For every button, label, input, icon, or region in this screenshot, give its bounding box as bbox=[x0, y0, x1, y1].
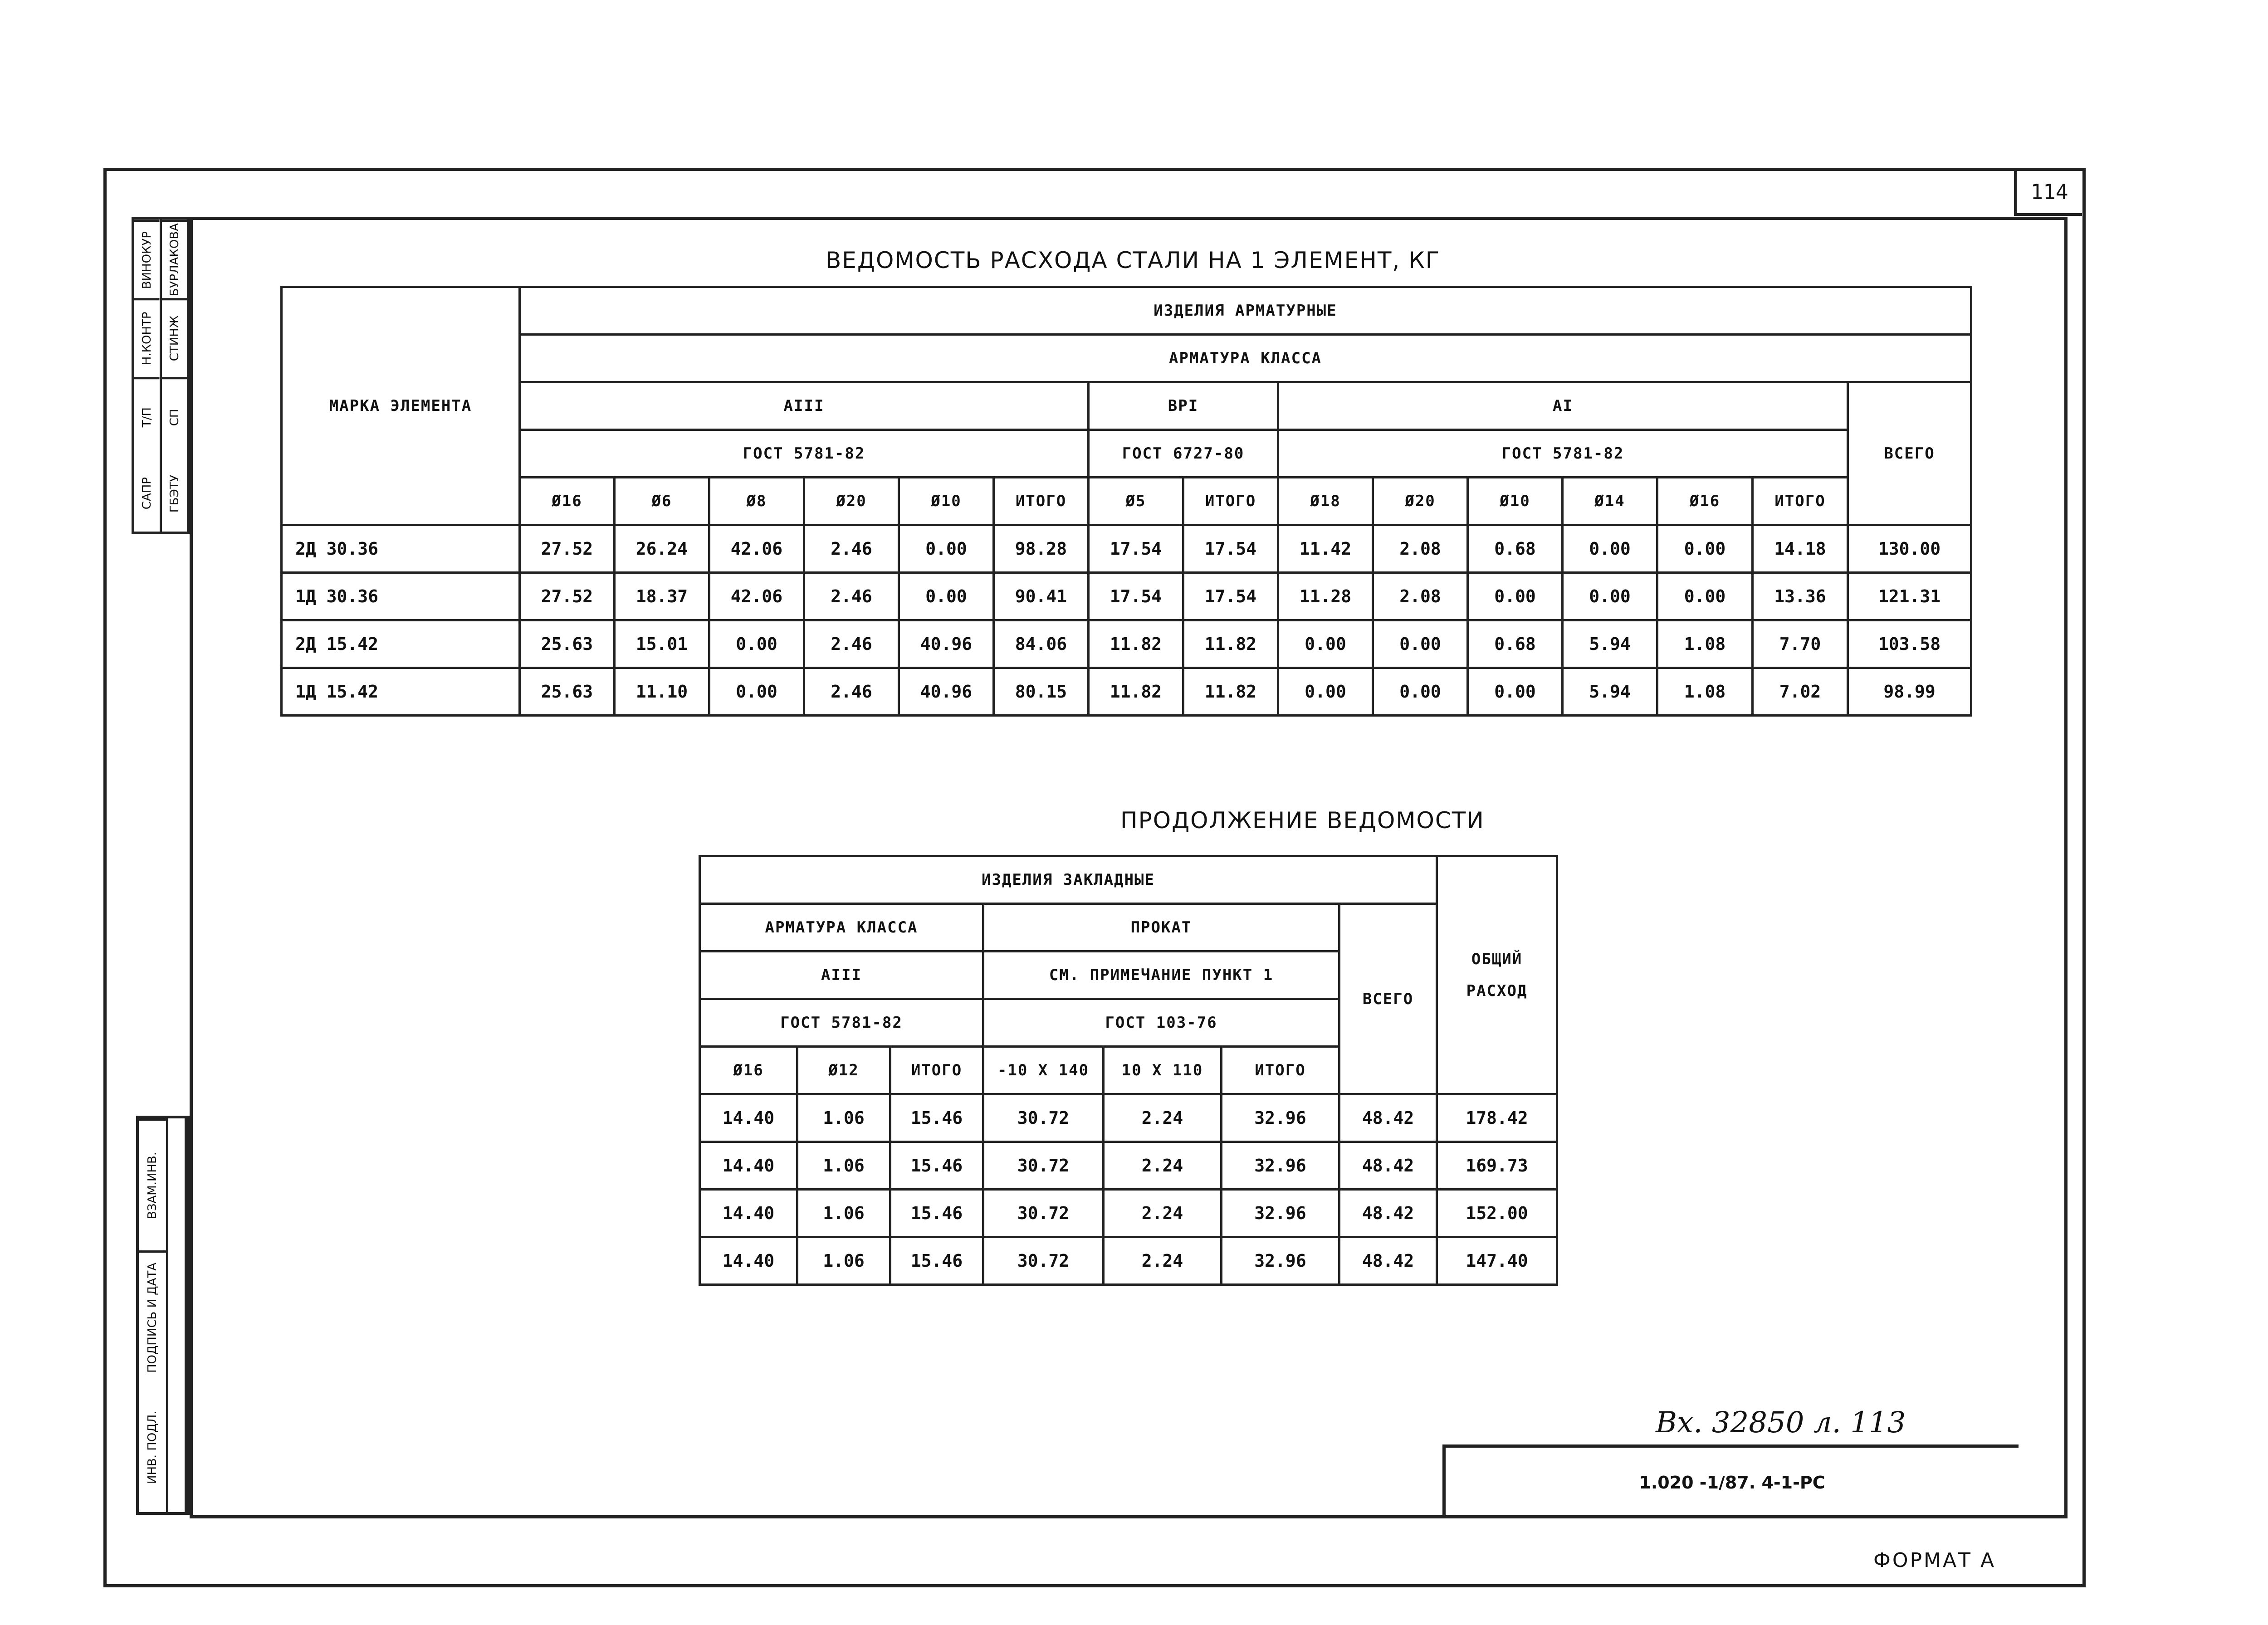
row-mark: 2Д 30.36 bbox=[282, 525, 520, 573]
header-armature-class: АРМАТУРА КЛАССА bbox=[520, 335, 1971, 382]
table-cell: 17.54 bbox=[1089, 573, 1183, 620]
table-cell: 0.00 bbox=[1563, 525, 1657, 573]
header-gost: ГОСТ 5781-82 bbox=[1278, 430, 1848, 478]
table-row bbox=[282, 525, 1971, 573]
subheader-cell: Ø10 bbox=[1468, 478, 1563, 525]
stamp-cell: ГБЭТУ bbox=[167, 474, 181, 512]
header-overall bbox=[1437, 856, 1557, 1094]
table-cell: 1.06 bbox=[797, 1237, 890, 1285]
subheader-cell: ИТОГО bbox=[1222, 1047, 1339, 1094]
table-cell: 1.08 bbox=[1657, 668, 1753, 716]
table-cell: 1.06 bbox=[797, 1190, 890, 1237]
table-cell: 11.42 bbox=[1278, 525, 1373, 573]
table-cell: 30.72 bbox=[983, 1190, 1104, 1237]
table-cell: 0.00 bbox=[1468, 668, 1563, 716]
row-overall: 147.40 bbox=[1437, 1237, 1557, 1285]
table-cell: 0.00 bbox=[1468, 573, 1563, 620]
subheader-cell: Ø20 bbox=[1373, 478, 1468, 525]
table-cell: 17.54 bbox=[1183, 573, 1278, 620]
table-cell: 2.24 bbox=[1104, 1237, 1222, 1285]
subheader-cell: Ø5 bbox=[1089, 478, 1183, 525]
table-cell: 0.00 bbox=[709, 620, 804, 668]
header-total: ВСЕГО bbox=[1339, 904, 1437, 1094]
table-row bbox=[700, 1094, 1557, 1142]
table-cell: 1.08 bbox=[1657, 620, 1753, 668]
row-total: 130.00 bbox=[1848, 525, 1971, 573]
stamp-cell: БУРЛАКОВА bbox=[162, 220, 187, 298]
table-cell: 2.24 bbox=[1104, 1190, 1222, 1237]
table-cell: 0.00 bbox=[1563, 573, 1657, 620]
table-cell: 15.46 bbox=[890, 1190, 983, 1237]
subheader-cell: Ø16 bbox=[520, 478, 615, 525]
subheader-cell: ИТОГО bbox=[1753, 478, 1848, 525]
table-cell: 0.00 bbox=[709, 668, 804, 716]
subheader-cell: ИТОГО bbox=[1183, 478, 1278, 525]
table-cell: 14.40 bbox=[700, 1094, 797, 1142]
subheader-cell: Ø16 bbox=[1657, 478, 1753, 525]
table-cell: 98.28 bbox=[994, 525, 1089, 573]
subheader-cell: Ø20 bbox=[804, 478, 899, 525]
table-cell: 32.96 bbox=[1222, 1142, 1339, 1190]
subheader-cell: Ø12 bbox=[797, 1047, 890, 1094]
table-cell: 25.63 bbox=[520, 668, 615, 716]
header-class-a3: АIII bbox=[520, 382, 1089, 430]
table-cell: 30.72 bbox=[983, 1094, 1104, 1142]
table-cell: 90.41 bbox=[994, 573, 1089, 620]
table-cell: 1.06 bbox=[797, 1142, 890, 1190]
table-row bbox=[282, 620, 1971, 668]
header-prokat: ПРОКАТ bbox=[983, 904, 1339, 952]
stamp-label-replace-inv: ВЗАМ.ИНВ. bbox=[139, 1118, 166, 1250]
table-cell: 11.82 bbox=[1183, 620, 1278, 668]
table-cell: 0.00 bbox=[1278, 668, 1373, 716]
table-cell: 42.06 bbox=[709, 525, 804, 573]
table-cell: 17.54 bbox=[1183, 525, 1278, 573]
embedded-items-table bbox=[699, 855, 1558, 1286]
table-cell: 0.68 bbox=[1468, 525, 1563, 573]
header-overall-line2: РАСХОД bbox=[1466, 982, 1528, 1000]
header-prokat-note: СМ. ПРИМЕЧАНИЕ ПУНКТ 1 bbox=[983, 952, 1339, 999]
header-gost: ГОСТ 5781-82 bbox=[700, 999, 983, 1047]
table-cell: 11.10 bbox=[615, 668, 709, 716]
table-cell: 13.36 bbox=[1753, 573, 1848, 620]
table-cell: 1.06 bbox=[797, 1094, 890, 1142]
header-group-top: ИЗДЕЛИЯ ЗАКЛАДНЫЕ bbox=[700, 856, 1437, 904]
steel-consumption-table bbox=[280, 286, 1972, 717]
table-cell: 7.02 bbox=[1753, 668, 1848, 716]
row-overall: 152.00 bbox=[1437, 1190, 1557, 1237]
table-cell: 27.52 bbox=[520, 525, 615, 573]
subheader-cell: Ø6 bbox=[615, 478, 709, 525]
subheader-cell: Ø8 bbox=[709, 478, 804, 525]
table-cell: 32.96 bbox=[1222, 1190, 1339, 1237]
table-cell: 15.01 bbox=[615, 620, 709, 668]
header-class-vr1: ВРI bbox=[1089, 382, 1278, 430]
table-cell: 0.68 bbox=[1468, 620, 1563, 668]
table-cell: 27.52 bbox=[520, 573, 615, 620]
row-mark: 1Д 15.42 bbox=[282, 668, 520, 716]
table-cell: 0.00 bbox=[1657, 525, 1753, 573]
table-row bbox=[700, 1237, 1557, 1285]
header-class-a3: АIII bbox=[700, 952, 983, 999]
stamp-cell: Н.КОНТР bbox=[134, 298, 160, 376]
stamp-label-signature: ПОДПИСЬ И ДАТА bbox=[139, 1250, 166, 1382]
subheader-cell: Ø16 bbox=[700, 1047, 797, 1094]
table-cell: 18.37 bbox=[615, 573, 709, 620]
stamp-label-original-inv: ИНВ. ПОДЛ. bbox=[146, 1410, 159, 1484]
row-total: 48.42 bbox=[1339, 1237, 1437, 1285]
table-cell: 15.46 bbox=[890, 1237, 983, 1285]
table-cell: 30.72 bbox=[983, 1142, 1104, 1190]
header-gost: ГОСТ 5781-82 bbox=[520, 430, 1089, 478]
table-cell: 0.00 bbox=[1373, 620, 1468, 668]
row-total: 48.42 bbox=[1339, 1190, 1437, 1237]
subheader-cell: Ø14 bbox=[1563, 478, 1657, 525]
title-block-code: 1.020 -1/87. 4-1-РС bbox=[1442, 1444, 2019, 1517]
header-mark: МАРКА ЭЛЕМЕНТА bbox=[282, 287, 520, 525]
header-class-a1: АI bbox=[1278, 382, 1848, 430]
format-label: ФОРМАТ А bbox=[1873, 1549, 1996, 1572]
table-cell: 2.24 bbox=[1104, 1142, 1222, 1190]
table-cell: 26.24 bbox=[615, 525, 709, 573]
table-cell: 2.46 bbox=[804, 620, 899, 668]
table-cell: 80.15 bbox=[994, 668, 1089, 716]
table-cell: 42.06 bbox=[709, 573, 804, 620]
row-total: 48.42 bbox=[1339, 1142, 1437, 1190]
row-mark: 1Д 30.36 bbox=[282, 573, 520, 620]
table-cell: 30.72 bbox=[983, 1237, 1104, 1285]
row-overall: 178.42 bbox=[1437, 1094, 1557, 1142]
row-overall: 169.73 bbox=[1437, 1142, 1557, 1190]
table-cell: 11.82 bbox=[1089, 668, 1183, 716]
table-cell: 0.00 bbox=[1657, 573, 1753, 620]
table-cell: 2.08 bbox=[1373, 525, 1468, 573]
inventory-handwritten-note: Вх. 32850 л. 113 bbox=[1656, 1406, 1906, 1440]
table-cell: 32.96 bbox=[1222, 1094, 1339, 1142]
table-cell: 2.46 bbox=[804, 668, 899, 716]
table-cell: 0.00 bbox=[1278, 620, 1373, 668]
table-row bbox=[700, 1190, 1557, 1237]
table-cell: 25.63 bbox=[520, 620, 615, 668]
subheader-cell: Ø10 bbox=[899, 478, 994, 525]
table-cell: 2.24 bbox=[1104, 1094, 1222, 1142]
table-cell: 14.40 bbox=[700, 1190, 797, 1237]
inventory-stamp bbox=[136, 1116, 190, 1515]
table-cell: 17.54 bbox=[1089, 525, 1183, 573]
row-mark: 2Д 15.42 bbox=[282, 620, 520, 668]
header-armature-class: АРМАТУРА КЛАССА bbox=[700, 904, 983, 952]
table-cell: 0.00 bbox=[899, 525, 994, 573]
table-cell: 40.96 bbox=[899, 668, 994, 716]
table-cell: 84.06 bbox=[994, 620, 1089, 668]
table-cell: 11.82 bbox=[1183, 668, 1278, 716]
table-cell: 5.94 bbox=[1563, 668, 1657, 716]
subheader-cell: ИТОГО bbox=[994, 478, 1089, 525]
subheader-cell: -10 Х 140 bbox=[983, 1047, 1104, 1094]
table-cell: 2.46 bbox=[804, 573, 899, 620]
row-total: 103.58 bbox=[1848, 620, 1971, 668]
table-cell: 11.82 bbox=[1089, 620, 1183, 668]
table-cell: 15.46 bbox=[890, 1094, 983, 1142]
table-cell: 2.08 bbox=[1373, 573, 1468, 620]
table-cell: 14.18 bbox=[1753, 525, 1848, 573]
header-total: ВСЕГО bbox=[1848, 382, 1971, 525]
table-cell: 15.46 bbox=[890, 1142, 983, 1190]
table-row bbox=[282, 668, 1971, 716]
stamp-cell: САПР bbox=[140, 477, 154, 510]
table-cell: 11.28 bbox=[1278, 573, 1373, 620]
header-gost: ГОСТ 103-76 bbox=[983, 999, 1339, 1047]
table-cell: 14.40 bbox=[700, 1142, 797, 1190]
subheader-cell: Ø18 bbox=[1278, 478, 1373, 525]
stamp-cell: СП bbox=[162, 377, 187, 455]
table-cell: 14.40 bbox=[700, 1237, 797, 1285]
stamp-cell: СТИНЖ bbox=[162, 298, 187, 376]
subheader-cell: ИТОГО bbox=[890, 1047, 983, 1094]
table-cell: 32.96 bbox=[1222, 1237, 1339, 1285]
table-cell: 7.70 bbox=[1753, 620, 1848, 668]
table-cell: 2.46 bbox=[804, 525, 899, 573]
row-total: 48.42 bbox=[1339, 1094, 1437, 1142]
sheet-number: 114 bbox=[2014, 171, 2082, 216]
stamp-cell: ВИНОКУР bbox=[134, 220, 160, 298]
table-row bbox=[282, 573, 1971, 620]
table-cell: 0.00 bbox=[899, 573, 994, 620]
row-total: 121.31 bbox=[1848, 573, 1971, 620]
table-cell: 5.94 bbox=[1563, 620, 1657, 668]
table1-title: ВЕДОМОСТЬ РАСХОДА СТАЛИ НА 1 ЭЛЕМЕНТ, КГ bbox=[826, 247, 1441, 273]
header-overall-line1: ОБЩИЙ bbox=[1471, 950, 1523, 968]
row-total: 98.99 bbox=[1848, 668, 1971, 716]
subheader-cell: 10 Х 110 bbox=[1104, 1047, 1222, 1094]
stamp-cell: Т/П bbox=[134, 377, 160, 455]
table-cell: 40.96 bbox=[899, 620, 994, 668]
approval-stamp bbox=[132, 217, 190, 534]
table-row bbox=[700, 1142, 1557, 1190]
table-cell: 0.00 bbox=[1373, 668, 1468, 716]
table2-title: ПРОДОЛЖЕНИЕ ВЕДОМОСТИ bbox=[1120, 807, 1485, 834]
header-gost: ГОСТ 6727-80 bbox=[1089, 430, 1278, 478]
header-group-top: ИЗДЕЛИЯ АРМАТУРНЫЕ bbox=[520, 287, 1971, 335]
